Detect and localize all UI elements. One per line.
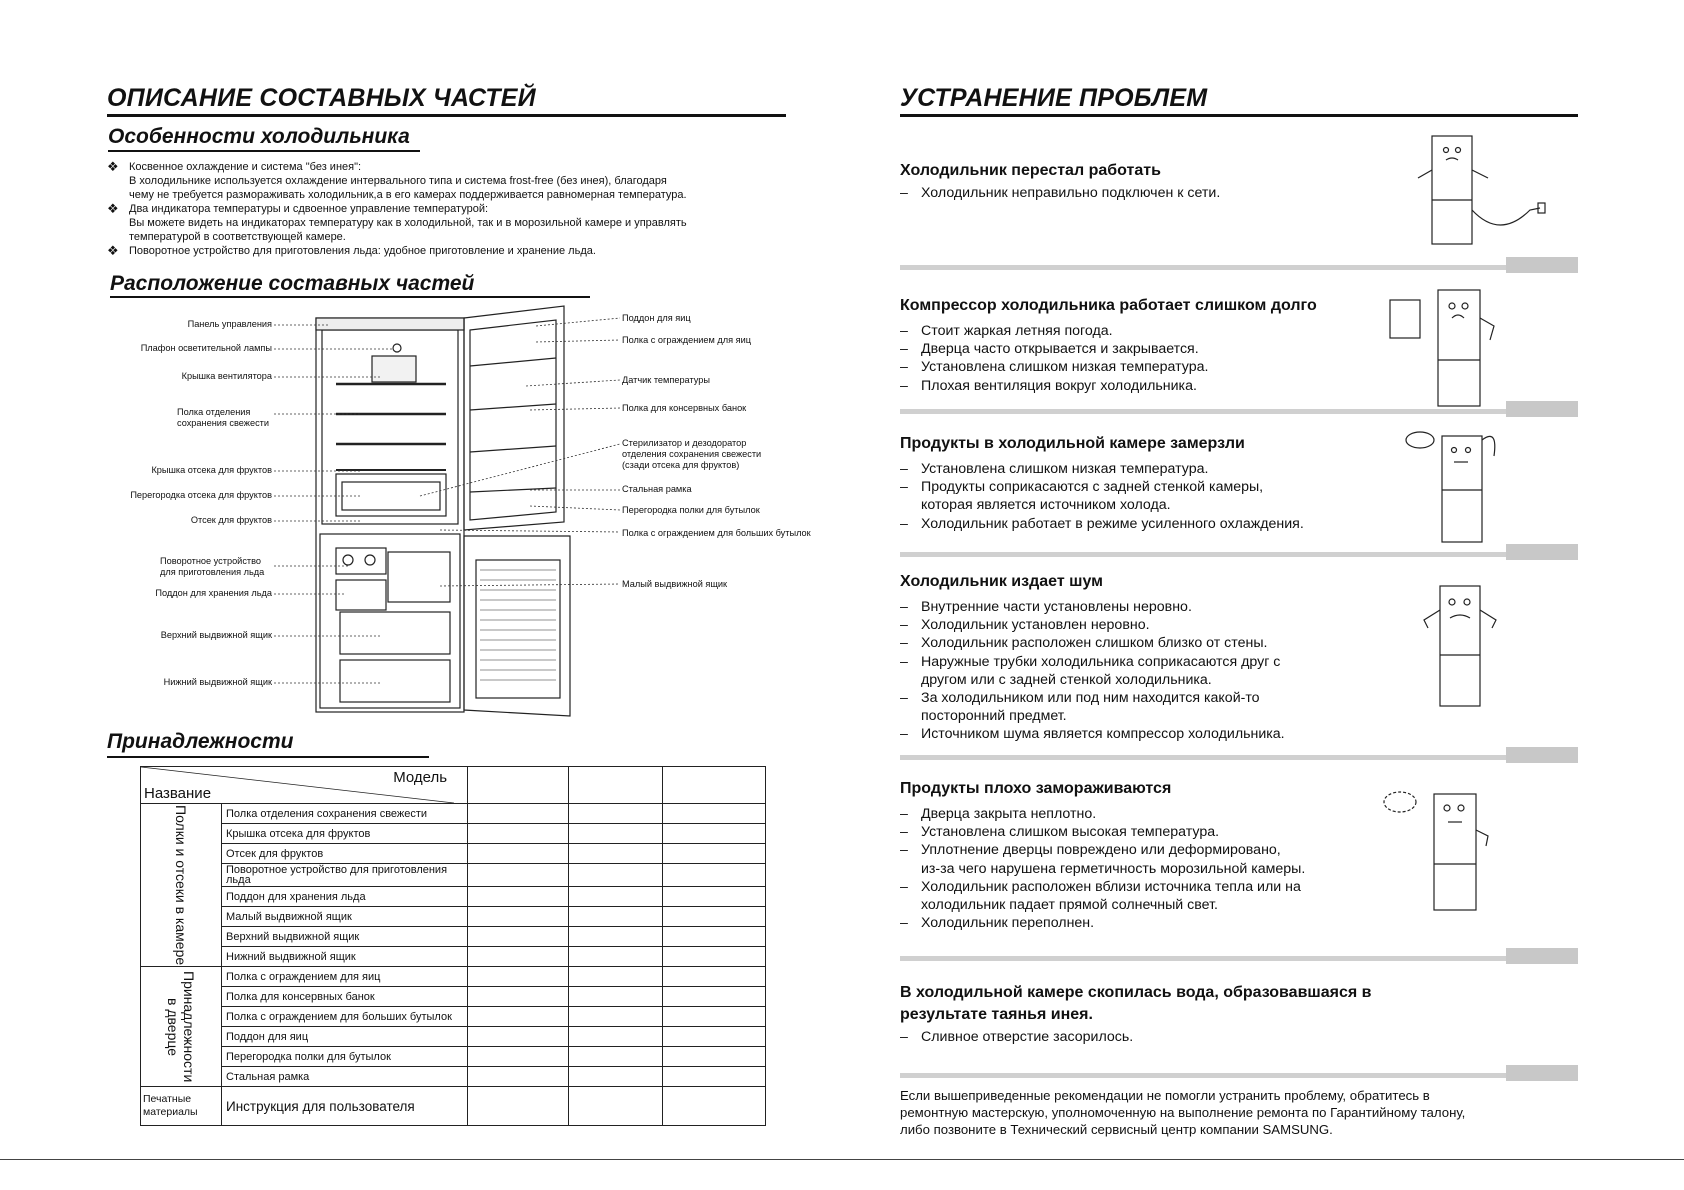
table-header-model: Модель bbox=[393, 769, 448, 786]
feature-line: температурой в соответствующей камере. bbox=[129, 231, 346, 243]
callout-ice-tray: Поддон для хранения льда bbox=[155, 588, 272, 598]
cause-item: – За холодильником или под ним находится какой-то посторонний предмет. bbox=[900, 690, 1260, 725]
features-title: Особенности холодильника bbox=[108, 125, 410, 148]
problem-title: Холодильник издает шум bbox=[900, 573, 1103, 590]
callout-fan-cover: Крышка вентилятора bbox=[181, 371, 272, 381]
table-row-label: Полка с ограждением для яиц bbox=[222, 967, 468, 987]
table-row-label: Поворотное устройство для приготовления льда bbox=[222, 864, 468, 887]
table-row-label: Полка с ограждением для больших бутылок bbox=[222, 1007, 468, 1027]
callout-fruit-cover: Крышка отсека для фруктов bbox=[151, 465, 272, 475]
callout-steel-frame: Стальная рамка bbox=[622, 484, 692, 494]
feature-line: В холодильнике используется охлаждение интервального типа и система frost-free (без инея), благодаря bbox=[129, 175, 667, 187]
group-shelves-label: Полки и отсеки в камере bbox=[141, 804, 222, 967]
callout-upper-drawer: Верхний выдвижной ящик bbox=[160, 630, 272, 640]
callout-temp-sensor: Датчик температуры bbox=[622, 375, 710, 385]
cause-item: – Установлена слишком низкая температура. bbox=[900, 359, 1209, 376]
callout-fresh-shelf: Полка отделения сохранения свежести bbox=[177, 407, 270, 428]
cause-item: – Установлена слишком высокая температура. bbox=[900, 824, 1220, 841]
layout-title: Расположение составных частей bbox=[110, 272, 475, 295]
table-row-label: Поддон для яиц bbox=[222, 1027, 468, 1047]
feature-line: Вы можете видеть на индикаторах температуру как в холодильной, так и в морозильной камере и управлять bbox=[129, 217, 687, 229]
table-row-label: Инструкция для пользователя bbox=[222, 1087, 468, 1126]
hot-fridge-icon bbox=[1390, 290, 1494, 406]
callout-control-panel: Панель управления bbox=[187, 319, 272, 329]
cause-item: – Установлена слишком низкая температура. bbox=[900, 461, 1209, 477]
table-row-label: Поддон для хранения льда bbox=[222, 887, 468, 907]
accessories-title: Принадлежности bbox=[107, 730, 294, 753]
cause-item: – Внутренние части установлены неровно. bbox=[900, 599, 1192, 615]
table-row-label: Стальная рамка bbox=[222, 1067, 468, 1087]
diamond-bullet-icon: ❖ bbox=[107, 201, 119, 216]
diamond-bullet-icon: ❖ bbox=[107, 159, 119, 174]
cause-item: – Холодильник переполнен. bbox=[900, 915, 1095, 932]
right-main-title: УСТРАНЕНИЕ ПРОБЛЕМ bbox=[900, 84, 1208, 112]
feature-line: Поворотное устройство для приготовления льда: удобное приготовление и хранение льда. bbox=[129, 245, 596, 257]
callout-small-drawer: Малый выдвижной ящик bbox=[622, 579, 728, 589]
cause-item: – Дверца закрыта неплотно. bbox=[900, 806, 1097, 822]
cause-item: – Холодильник расположен вблизи источника тепла или на холодильник падает прямой солнечный свет. bbox=[900, 878, 1301, 914]
footer-note: Если вышеприведенные рекомендации не помогли устранить проблему, обратитесь в ремонтную мастерскую, уполномоченную на выполнение ремонта по Гарантийному талону, либо позвоните в Технический сервисный центр компании SAMSUNG. bbox=[900, 1088, 1466, 1137]
cause-item: – Дверца часто открывается и закрывается. bbox=[900, 341, 1199, 358]
frozen-fridge-icon bbox=[1406, 432, 1495, 542]
group-door-label: Принадлежности в дверце bbox=[141, 967, 222, 1087]
page-bottom-rule bbox=[0, 1159, 1684, 1160]
callout-egg-shelf: Полка с ограждением для яиц bbox=[622, 335, 752, 345]
cause-item: – Плохая вентиляция вокруг холодильника. bbox=[900, 377, 1197, 394]
cause-item: – Сливное отверстие засорилось. bbox=[900, 1029, 1134, 1045]
callout-sterilizer: Стерилизатор и дезодоратор отделения сохранения свежести (сзади отсека для фруктов) bbox=[622, 438, 762, 470]
cause-item: – Холодильник расположен слишком близко от стены. bbox=[900, 635, 1268, 652]
table-header-name: Название bbox=[144, 785, 212, 802]
callout-lower-drawer: Нижний выдвижной ящик bbox=[163, 677, 272, 687]
problem-title: Продукты в холодильной камере замерзли bbox=[900, 435, 1245, 452]
left-main-title: ОПИСАНИЕ СОСТАВНЫХ ЧАСТЕЙ bbox=[107, 84, 536, 112]
table-row-label: Полка для консервных банок bbox=[222, 987, 468, 1007]
callout-fruit-divider: Перегородка отсека для фруктов bbox=[130, 490, 272, 500]
cause-item: – Стоит жаркая летняя погода. bbox=[900, 323, 1113, 339]
callout-can-shelf: Полка для консервных банок bbox=[622, 403, 747, 413]
callout-egg-tray: Поддон для яиц bbox=[622, 313, 691, 323]
table-row-label: Малый выдвижной ящик bbox=[222, 907, 468, 927]
problem-title: Холодильник перестал работать bbox=[900, 162, 1161, 179]
callout-bottle-divider: Перегородка полки для бутылок bbox=[622, 505, 760, 515]
table-row-label: Крышка отсека для фруктов bbox=[222, 824, 468, 844]
cause-item: – Холодильник работает в режиме усиленного охлаждения. bbox=[900, 515, 1304, 532]
problem-title: В холодильной камере скопилась вода, образовавшаяся в результате таянья инея. bbox=[900, 984, 1372, 1023]
table-row-label: Верхний выдвижной ящик bbox=[222, 927, 468, 947]
table-row-label: Полка отделения сохранения свежести bbox=[222, 804, 468, 824]
callout-lamp-cover: Плафон осветительной лампы bbox=[140, 343, 272, 353]
cause-item: – Продукты соприкасаются с задней стенкой камеры, которая является источником холода. bbox=[900, 479, 1264, 514]
problem-title: Компрессор холодильника работает слишком долго bbox=[900, 297, 1317, 314]
callout-ice-maker: Поворотное устройство для приготовления льда bbox=[160, 556, 265, 577]
table-row-label: Отсек для фруктов bbox=[222, 844, 468, 864]
noisy-fridge-icon bbox=[1424, 586, 1496, 706]
cause-item: – Источником шума является компрессор холодильника. bbox=[900, 726, 1285, 743]
callout-bottle-shelf: Полка с ограждением для больших бутылок bbox=[622, 528, 811, 538]
cause-item: – Уплотнение дверцы повреждено или деформировано, из-за чего нарушена герметичность морозильной камеры. bbox=[900, 842, 1306, 877]
table-row-label: Нижний выдвижной ящик bbox=[222, 947, 468, 967]
problem-title: Продукты плохо замораживаются bbox=[900, 780, 1172, 797]
group-print-label: Печатные материалы bbox=[141, 1087, 222, 1126]
cause-item: – Холодильник неправильно подключен к сети. bbox=[900, 185, 1221, 201]
callout-fruit-box: Отсек для фруктов bbox=[190, 515, 272, 525]
cause-item: – Холодильник установлен неровно. bbox=[900, 617, 1150, 634]
feature-line: Два индикатора температуры и сдвоенное управление температурой: bbox=[129, 203, 489, 215]
feature-line: Косвенное охлаждение и система "без инея": bbox=[129, 161, 362, 173]
diamond-bullet-icon: ❖ bbox=[107, 243, 119, 258]
unplugged-fridge-icon bbox=[1418, 136, 1545, 244]
cause-item: – Наружные трубки холодильника соприкасаются друг с другом или с задней стенкой холодильника. bbox=[900, 653, 1281, 688]
feature-line: чему не требуется размораживать холодильник,а в его камерах поддерживается равномерная температура. bbox=[129, 189, 687, 201]
warm-fridge-icon bbox=[1384, 792, 1488, 910]
table-row-label: Перегородка полки для бутылок bbox=[222, 1047, 468, 1067]
